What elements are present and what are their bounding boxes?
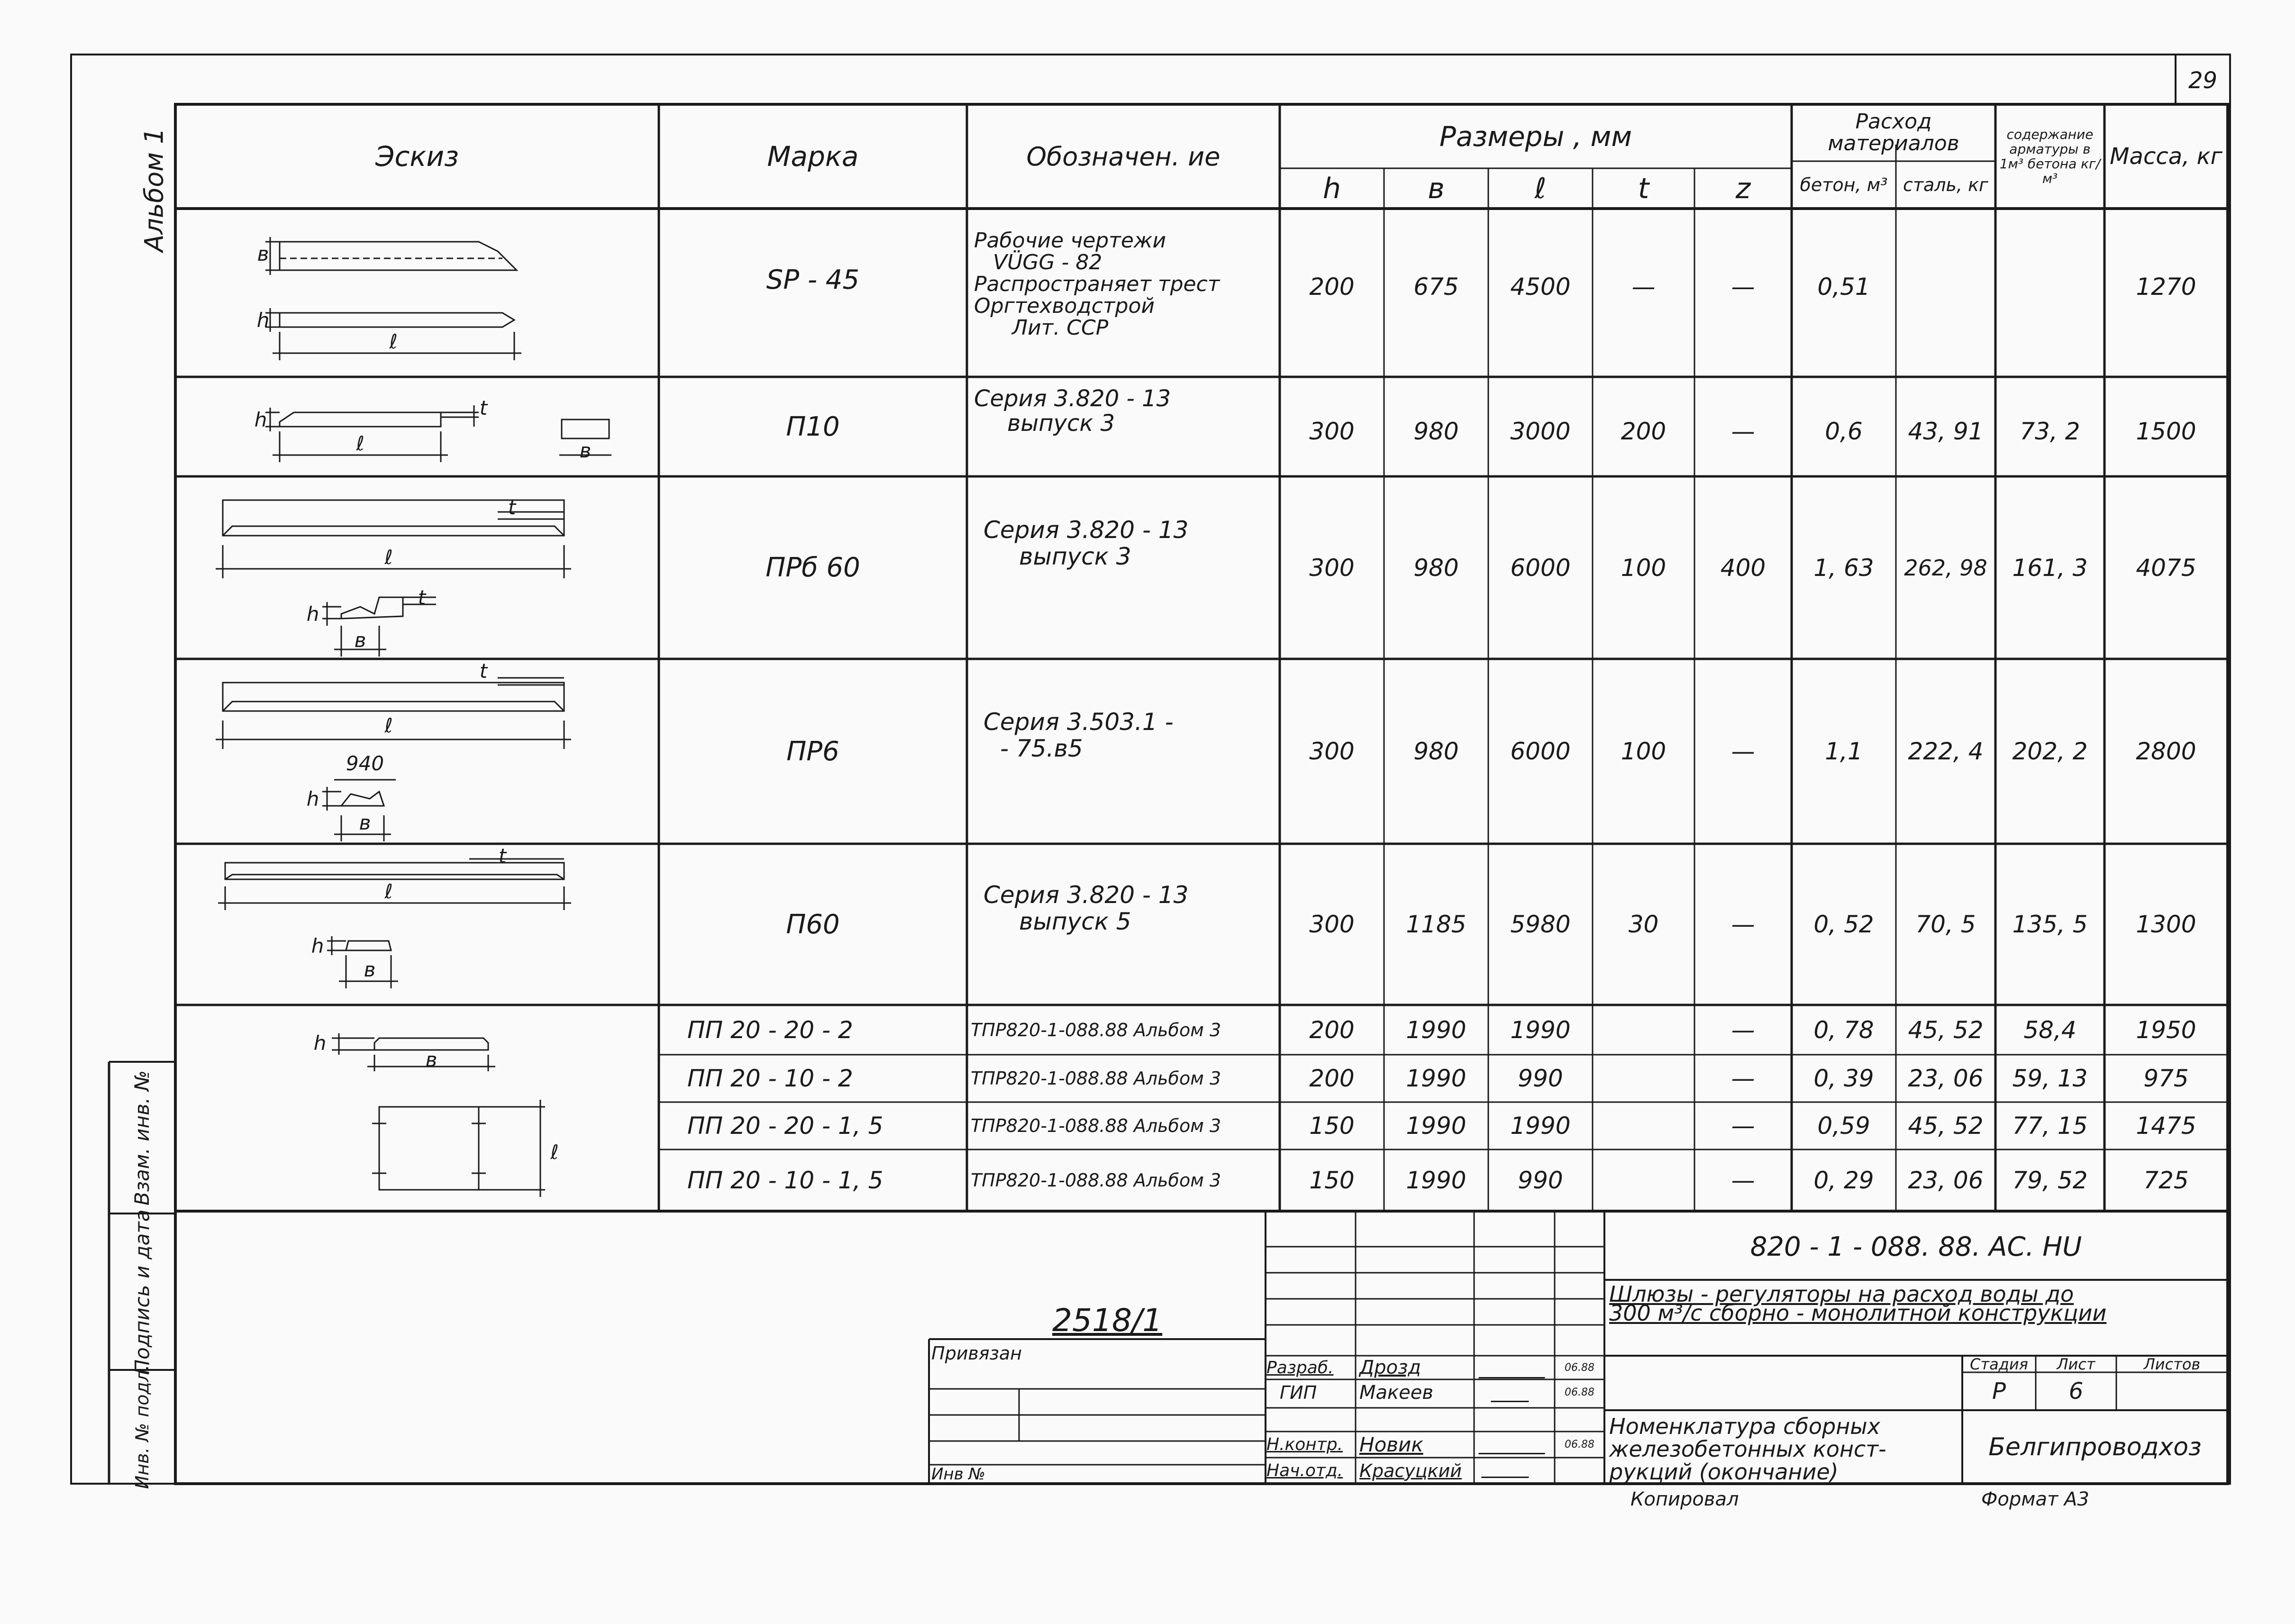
cell-steel: 222, 4 (1908, 738, 1984, 765)
sketch-label-l: ℓ (356, 431, 364, 455)
cell-reinf: 58,4 (2023, 1016, 2076, 1044)
cell-h: 300 (1309, 418, 1355, 445)
cell-reinf: 73, 2 (2020, 418, 2080, 445)
copied-label: Копировал (1630, 1488, 1739, 1510)
cell-reinf: 79, 52 (2012, 1167, 2088, 1194)
sketch-label-l: ℓ (384, 713, 393, 737)
row-mark: SP - 45 (766, 264, 860, 295)
cell-z: — (1731, 738, 1755, 765)
cell-t: 100 (1621, 738, 1667, 765)
sketch-label-b: в (257, 242, 269, 265)
cell-b: 980 (1413, 554, 1459, 582)
cell-h: 150 (1309, 1112, 1355, 1140)
staff-name: Новик (1359, 1433, 1423, 1456)
sketch-label-t: t (508, 495, 516, 519)
cell-z: — (1731, 1065, 1755, 1092)
cell-concrete: 1,1 (1825, 738, 1863, 765)
cell-z: — (1731, 1016, 1755, 1044)
header-mass: Масса, кг (2110, 143, 2222, 170)
staff-name: Дрозд (1359, 1357, 1421, 1378)
staff-name: Макеев (1359, 1381, 1433, 1404)
cell-reinf: 135, 5 (2012, 911, 2088, 938)
cell-h: 300 (1309, 738, 1355, 765)
format-label: Формат А3 (1981, 1488, 2089, 1510)
signature (1491, 1389, 1533, 1402)
staff-role: Нач.отд. (1266, 1461, 1343, 1480)
cell-steel: 262, 98 (1904, 555, 1987, 581)
row-designation: Серия 3.820 - 13 выпуск 3 (974, 385, 1171, 437)
cell-z: — (1731, 1112, 1755, 1140)
inv-label: Инв № (931, 1465, 985, 1484)
cell-concrete: 0,51 (1817, 273, 1870, 301)
cell-concrete: 1, 63 (1813, 554, 1874, 582)
cell-steel: 45, 52 (1908, 1016, 1984, 1044)
cell-reinf: 202, 2 (2012, 738, 2088, 765)
cell-concrete: 0, 39 (1813, 1065, 1874, 1092)
sketch-label-h: h (254, 408, 267, 431)
cell-b: 980 (1413, 418, 1459, 445)
cell-reinf: 59, 13 (2012, 1065, 2088, 1092)
header-sizes: Размеры , мм (1439, 120, 1632, 153)
header-steel: сталь, кг (1903, 174, 1989, 195)
cell-t: 30 (1628, 911, 1659, 938)
sheet-header: Лист (2057, 1355, 2095, 1373)
cell-z: — (1731, 273, 1755, 301)
sketch-label-t: t (479, 659, 488, 683)
cell-l: 6000 (1510, 554, 1571, 582)
staff-role: ГИП (1280, 1382, 1317, 1403)
cell-steel: 23, 06 (1908, 1065, 1984, 1092)
cell-h: 150 (1309, 1167, 1355, 1194)
doc-code: 820 - 1 - 088. 88. AC. HU (1750, 1231, 2082, 1262)
row-mark: ПРб 60 (765, 552, 860, 583)
bound-label: Привязан (931, 1343, 1022, 1364)
cell-mass: 1300 (2136, 911, 2196, 938)
drawing-title: Номенклатура сборных железобетонных конст- рукций (окончание) (1609, 1414, 1886, 1485)
project-title: Шлюзы - регуляторы на расход воды до 300 м³/с сборно - монолитной конструкции (1609, 1281, 2107, 1326)
cell-reinf (1995, 209, 2104, 365)
cell-mass: 4075 (2136, 554, 2196, 582)
sketch-label-l: ℓ (384, 545, 393, 569)
sketch-label-t: t (498, 844, 507, 867)
row-designation: ТПР820-1-088.88 Альбом 3 (971, 1170, 1221, 1191)
cell-concrete: 0, 52 (1813, 911, 1874, 938)
cell-mass: 2800 (2136, 738, 2196, 765)
cell-z: — (1731, 1167, 1755, 1194)
cell-t: 100 (1621, 554, 1667, 582)
sketch-label-l: ℓ (384, 879, 393, 903)
cell-reinf: 161, 3 (2012, 554, 2088, 582)
row-designation: Рабочие чертежи VÜGG - 82 Распространяет трест Оргтехводстрой Лит. ССР (974, 228, 1220, 340)
cell-t: — (1631, 273, 1656, 301)
sketch-label-l: ℓ (389, 329, 398, 353)
sketch-label-h: h (311, 934, 324, 958)
cell-l: 5980 (1510, 911, 1571, 938)
header-z: z (1735, 172, 1751, 205)
row-mark: ПП 20 - 10 - 2 (687, 1065, 853, 1092)
cell-h: 200 (1309, 1065, 1355, 1092)
drawing-sheet: Альбом 1 Взам. инв. № Подпись и дата Инв. № подл. 29 Эскиз Марка Обозначен. ие Размеры , мм h в ℓ t z Расход материалов бетон, м³ сталь, кг содержание арматуры в 1м³ бетона кг/м³ Масса, кг в h ℓ h ℓ t в ℓ t h в t ℓ t 940 h в ℓ t h в h в ℓ SP - 45 Рабочие чертежи VÜGG - 82 Распространяет трест Оргтехводстрой Лит. ССР 200 675 4500 — — 0,51 1270 П10 Серия 3.820 - 13 выпуск 3 300 980 3000 200 — 0,6 43, 91 73, 2 1500 ПРб 60 Серия 3.820 - 13 выпуск 3 300 980 6000 100 400 1, 63 262, 98 161, 3 4075 ПР6 Серия 3.503.1 - - 75.в5 300 980 6000 100 — 1,1 222, 4 202, 2 2800 П60 Серия 3.820 - 13 выпуск 5 300 1185 5980 30 — 0, 52 70, 5 135, 5 1300 ПП 20 - 20 - 2 ТПР820-1-088.88 Альбом 3 200 1990 1990 — 0, 78 45, 52 58,4 1950 ПП 20 - 10 - 2 ТПР820-1-088.88 Альбом 3 200 1990 990 — 0, 39 23, 06 59, 13 975 ПП 20 - 20 - 1, 5 ТПР820-1-088.88 Альбом 3 150 1990 1990 — 0,59 45, 52 77, 15 1475 ПП 20 - 10 - 1, 5 ТПР820-1-088.88 Альбом 3 150 1990 990 — 0, 29 23, 06 79, 52 725 820 - 1 - 088. 88. AC. HU Шлюзы - регуляторы на расход воды до 300 м³/с сборно - монолитной конструкции Стадия Лист Листов Р 6 Номенклатура сборных железобетонных конст- рукций (окончание) Белгипроводхоз Копировал Формат А3 Привязан Инв № 2518/1 Разраб. Дрозд 06.88 ГИП Макеев 06.88 Н.контр. Новик 06.88 Нач.отд. Красуцкий (0, 0, 2295, 1624)
cell-b: 1990 (1406, 1016, 1466, 1044)
cell-mass: 1950 (2136, 1016, 2196, 1044)
cell-b: 980 (1413, 738, 1459, 765)
sheet-number: 29 (2188, 67, 2218, 94)
signature (1478, 1363, 1550, 1378)
staff-date: 06.88 (1565, 1387, 1594, 1398)
cell-h: 200 (1309, 273, 1355, 301)
cell-concrete: 0, 78 (1813, 1016, 1874, 1044)
sketch-label-t: t (418, 585, 426, 609)
sketch-label-b: в (364, 958, 376, 981)
sketch-label-h: h (306, 602, 319, 626)
cell-z: — (1731, 911, 1755, 938)
signature (1481, 1465, 1533, 1478)
cell-concrete: 0, 29 (1813, 1167, 1874, 1194)
cell-l: 4500 (1510, 273, 1571, 301)
header-h: h (1322, 172, 1341, 205)
header-b: в (1428, 172, 1445, 205)
cell-mass: 1475 (2136, 1112, 2196, 1140)
sketch-label-b: в (425, 1048, 437, 1071)
cell-b: 1185 (1406, 911, 1466, 938)
sheet-value: 6 (2068, 1378, 2084, 1405)
row-designation: Серия 3.820 - 13 выпуск 3 (984, 516, 1189, 570)
cell-l: 1990 (1510, 1016, 1571, 1044)
header-designation: Обозначен. ие (1026, 141, 1220, 172)
cell-t: 200 (1621, 418, 1667, 445)
staff-name: Красуцкий (1359, 1460, 1462, 1481)
cell-b: 1990 (1406, 1065, 1466, 1092)
cell-mass: 1270 (2136, 273, 2196, 301)
cell-l: 3000 (1510, 418, 1571, 445)
cell-l: 990 (1518, 1065, 1563, 1092)
cell-h: 300 (1309, 554, 1355, 582)
row-designation: Серия 3.503.1 - - 75.в5 (984, 708, 1174, 762)
cell-l: 990 (1518, 1167, 1563, 1194)
row-designation: Серия 3.820 - 13 выпуск 5 (984, 881, 1189, 935)
sketch-label-b: в (354, 628, 366, 652)
cell-b: 1990 (1406, 1167, 1466, 1194)
cell-b: 1990 (1406, 1112, 1466, 1140)
row-mark: ПР6 (786, 736, 839, 767)
header-sketch: Эскиз (375, 140, 459, 173)
row-mark: ПП 20 - 20 - 1, 5 (687, 1112, 883, 1140)
cell-z: 400 (1720, 554, 1766, 582)
cell-b: 675 (1413, 273, 1459, 301)
signature (1478, 1439, 1550, 1454)
cell-mass: 975 (2143, 1065, 2189, 1092)
cell-reinf: 77, 15 (2012, 1112, 2088, 1140)
sketch-label-940: 940 (346, 751, 384, 775)
cell-concrete: 0,59 (1817, 1112, 1870, 1140)
cell-l: 1990 (1510, 1112, 1571, 1140)
organization: Белгипроводхоз (1988, 1432, 2202, 1461)
staff-date: 06.88 (1565, 1439, 1594, 1451)
stage-value: Р (1992, 1378, 2006, 1405)
cell-mass: 1500 (2136, 418, 2196, 445)
cell-steel: 43, 91 (1908, 418, 1984, 445)
header-reinforcement: содержание арматуры в 1м³ бетона кг/м³ (1999, 127, 2101, 186)
row-designation: ТПР820-1-088.88 Альбом 3 (971, 1115, 1221, 1136)
cell-h: 300 (1309, 911, 1355, 938)
header-t: t (1638, 172, 1649, 205)
staff-role: Разраб. (1266, 1358, 1334, 1378)
row-designation: ТПР820-1-088.88 Альбом 3 (971, 1068, 1221, 1089)
cell-z: — (1731, 418, 1755, 445)
cell-steel: 23, 06 (1908, 1167, 1984, 1194)
cell-h: 200 (1309, 1016, 1355, 1044)
cell-steel (1896, 209, 1995, 365)
cell-concrete: 0,6 (1825, 418, 1863, 445)
sketch-label-b: в (359, 811, 371, 834)
cell-mass: 725 (2143, 1167, 2189, 1194)
cell-steel: 45, 52 (1908, 1112, 1984, 1140)
sketch-label-b: в (579, 438, 592, 462)
row-designation: ТПР820-1-088.88 Альбом 3 (971, 1019, 1221, 1040)
sheets-header: Листов (2143, 1355, 2201, 1373)
sketch-label-h: h (306, 787, 319, 811)
row-mark: ПП 20 - 10 - 1, 5 (687, 1167, 883, 1194)
sketch-label-h: h (313, 1031, 327, 1055)
staff-role: Н.контр. (1266, 1435, 1343, 1454)
staff-date: 06.88 (1565, 1361, 1594, 1374)
cell-steel: 70, 5 (1915, 911, 1976, 938)
header-concrete: бетон, м³ (1800, 174, 1888, 195)
sketch-label-h: h (256, 308, 270, 332)
row-mark: П60 (786, 909, 840, 940)
sketch-label-l: ℓ (550, 1140, 559, 1164)
cell-l: 6000 (1510, 738, 1571, 765)
header-l: ℓ (1534, 172, 1547, 205)
row-mark: П10 (786, 411, 840, 442)
header-mark: Марка (767, 140, 859, 173)
header-consumption: Расход материалов (1828, 109, 1959, 155)
row-mark: ПП 20 - 20 - 2 (687, 1016, 853, 1044)
stage-header: Стадия (1970, 1355, 2028, 1373)
sketch-label-t: t (479, 396, 488, 420)
handwritten-number: 2518/1 (1052, 1302, 1163, 1339)
